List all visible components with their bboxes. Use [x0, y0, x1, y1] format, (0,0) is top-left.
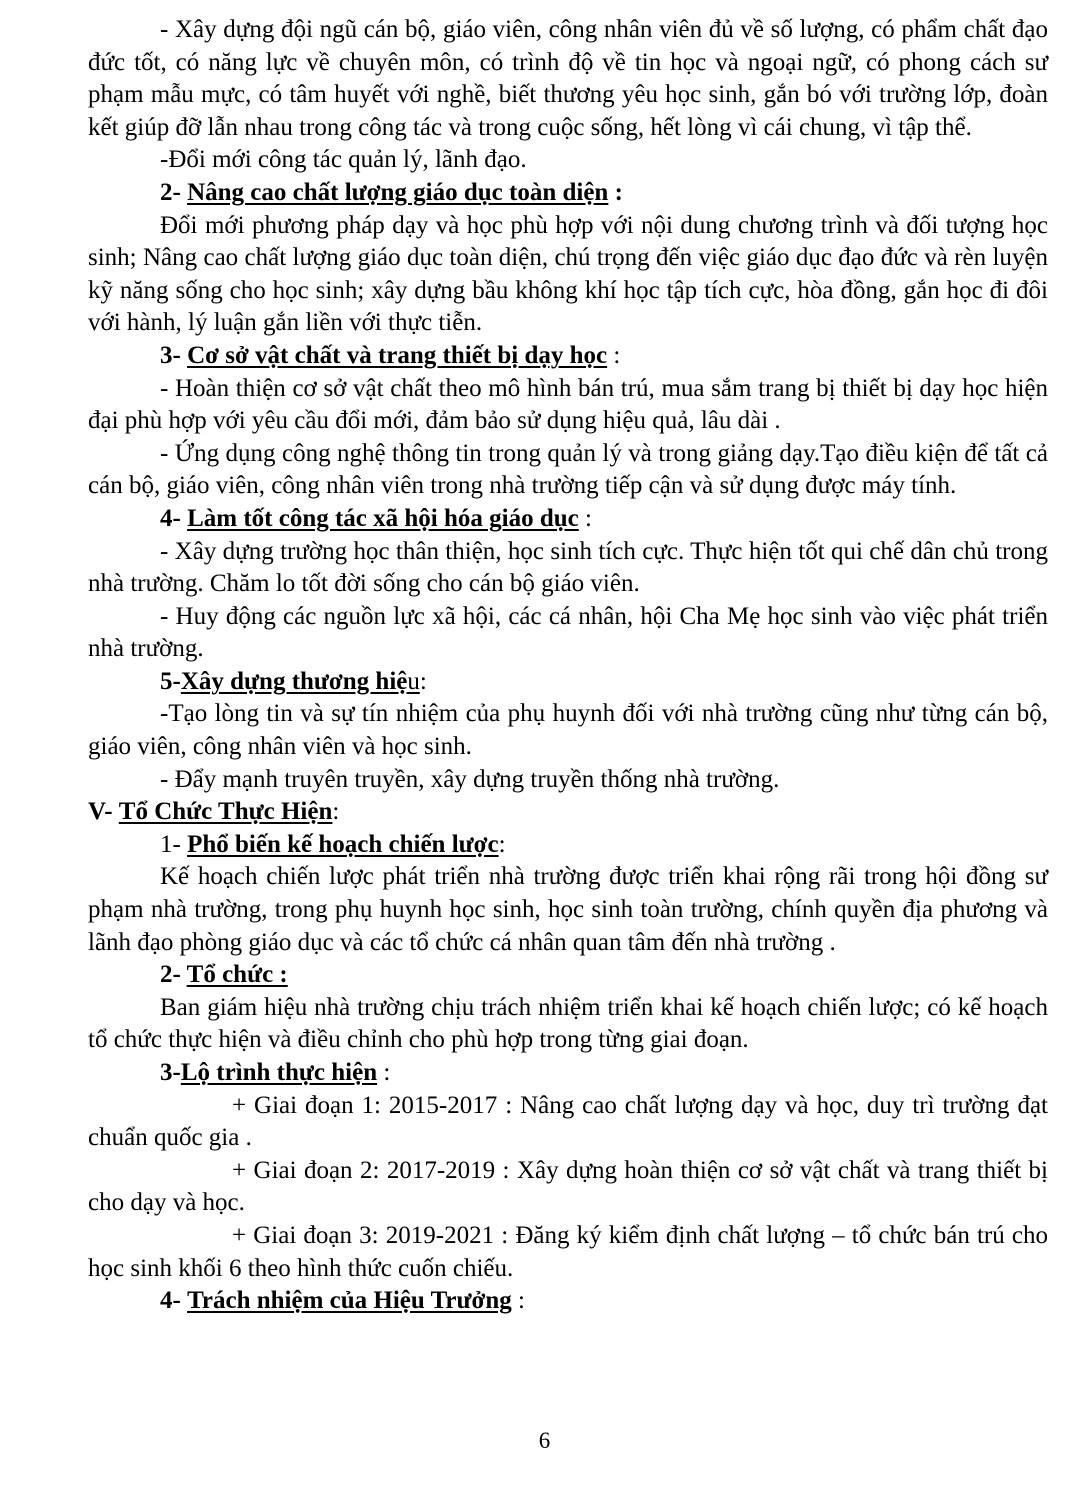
- heading-title: Xây dựng thương hiệ: [180, 667, 408, 695]
- heading-number: 3-: [160, 341, 181, 369]
- heading-number: 4-: [160, 504, 181, 532]
- heading-v-1: [88, 829, 1048, 862]
- heading-number: 2-: [160, 178, 181, 206]
- heading-number: 2-: [160, 961, 181, 989]
- heading-v-4: [88, 1285, 1048, 1318]
- heading-section-v: [88, 796, 1048, 829]
- heading-suffix: :: [608, 178, 623, 206]
- heading-title-tail: u: [407, 667, 420, 695]
- paragraph-v-1: Kế hoạch chiến lược phát triển nhà trường được triển khai rộng rãi trong hội đồng sư phạm nhà trường, trong phụ huynh học sinh, học sinh toàn trường, chính quyền địa phương và lãnh đạo phòng giáo dục và các tổ chức cá nhân quan tâm đến nhà trường .: [88, 863, 1048, 956]
- heading-suffix: :: [377, 1059, 391, 1086]
- heading-title: Lộ trình thực hiện: [180, 1059, 378, 1086]
- heading-number: 4-: [160, 1287, 181, 1315]
- heading-item-4: [88, 503, 1048, 536]
- document-page: [88, 14, 1048, 1318]
- heading-item-3: [88, 340, 1048, 373]
- paragraph-phase-2: + Giai đoạn 2: 2017-2019 : Xây dựng hoàn thiện cơ sở vật chất và trang thiết bị cho dạy và học.: [88, 1156, 1048, 1217]
- paragraph-item-4a: - Xây dựng trường học thân thiện, học sinh tích cực. Thực hiện tốt qui chế dân chủ trong nhà trường. Chăm lo tốt đời sống cho cán bộ giáo viên.: [88, 537, 1048, 598]
- heading-suffix: :: [498, 830, 506, 858]
- heading-item-5: [88, 666, 1048, 699]
- heading-number: 5-: [160, 667, 181, 695]
- paragraph-management: -Đổi mới công tác quản lý, lãnh đạo.: [160, 146, 527, 174]
- heading-item-2: [88, 177, 1048, 210]
- heading-title: Phổ biến kế hoạch chiến lược: [187, 830, 499, 858]
- heading-number: V-: [88, 798, 113, 826]
- heading-title: Trách nhiệm của Hiệu Trưởng: [187, 1287, 512, 1315]
- heading-suffix: :: [578, 504, 592, 532]
- paragraph-item-4b: - Huy động các nguồn lực xã hội, các cá nhân, hội Cha Mẹ học sinh vào việc phát triển nhà trường.: [88, 602, 1048, 663]
- heading-suffix: :: [419, 667, 427, 695]
- paragraph-item-5b: - Đẩy mạnh truyên truyền, xây dựng truyền thống nhà trường.: [160, 765, 780, 793]
- paragraph-staff: - Xây dựng đội ngũ cán bộ, giáo viên, công nhân viên đủ về số lượng, có phẩm chất đạo đức tốt, có năng lực về chuyên môn, có trình độ về tin học và ngoại ngữ, có phong cách sư phạm mẫu mực, có tâm huyết với nghề, biết thương yêu học sinh, gắn bó với trường lớp, đoàn kết giúp đỡ lẫn nhau trong công tác và trong cuộc sống, hết lòng vì cái chung, vì tập thể.: [88, 16, 1048, 141]
- page-number: 6: [538, 1428, 551, 1453]
- heading-title: Nâng cao chất lượng giáo dục toàn diện: [187, 178, 609, 206]
- heading-v-2: [88, 959, 1048, 992]
- heading-v-3: [88, 1057, 1048, 1090]
- heading-title: Tổ chức :: [186, 961, 288, 989]
- heading-suffix: :: [332, 798, 340, 826]
- paragraph-v-2: Ban giám hiệu nhà trường chịu trách nhiệm triển khai kế hoạch chiến lược; có kế hoạch tổ chức thực hiện và điều chỉnh cho phù hợp trong từng giai đoạn.: [88, 993, 1048, 1054]
- heading-title: Tổ Chức Thực Hiện: [118, 798, 333, 826]
- paragraph-item-5a: -Tạo lòng tin và sự tín nhiệm của phụ huynh đối với nhà trường cũng như từng cán bộ, giáo viên, công nhân viên và học sinh.: [88, 700, 1048, 761]
- paragraph-item-2: Đổi mới phương pháp dạy và học phù hợp với nội dung chương trình và đối tượng học sinh; Nâng cao chất lượng giáo dục toàn diện, chú trọng đến việc giáo dục đạo đức và rèn luyện kỹ năng sống cho học sinh; xây dựng bầu không khí học tập tích cực, hòa đồng, gắn học đi đôi với hành, lý luận gắn liền với thực tiễn.: [88, 211, 1048, 337]
- heading-suffix: :: [607, 341, 621, 369]
- heading-title: Cơ sở vật chất và trang thiết bị dạy học: [187, 341, 608, 369]
- paragraph-item-3a: - Hoàn thiện cơ sở vật chất theo mô hình bán trú, mua sắm trang bị thiết bị dạy học hiện đại phù hợp với yêu cầu đổi mới, đảm bảo sử dụng hiệu quả, lâu dài .: [88, 374, 1048, 435]
- heading-suffix: :: [511, 1287, 525, 1315]
- heading-title: Làm tốt công tác xã hội hóa giáo dục: [187, 504, 579, 532]
- paragraph-phase-1: + Giai đoạn 1: 2015-2017 : Nâng cao chất lượng dạy và học, duy trì trường đạt chuẩn quốc gia .: [88, 1091, 1048, 1152]
- heading-number: 1-: [160, 830, 181, 858]
- paragraph-phase-3: + Giai đoạn 3: 2019-2021 : Đăng ký kiểm định chất lượng – tổ chức bán trú cho học sinh khối 6 theo hình thức cuốn chiếu.: [88, 1221, 1048, 1282]
- heading-number: 3-: [160, 1059, 181, 1086]
- paragraph-item-3b: - Ứng dụng công nghệ thông tin trong quản lý và trong giảng dạy.Tạo điều kiện để tất cả cán bộ, giáo viên, công nhân viên trong nhà trường tiếp cận và sử dụng được máy tính.: [88, 439, 1048, 500]
